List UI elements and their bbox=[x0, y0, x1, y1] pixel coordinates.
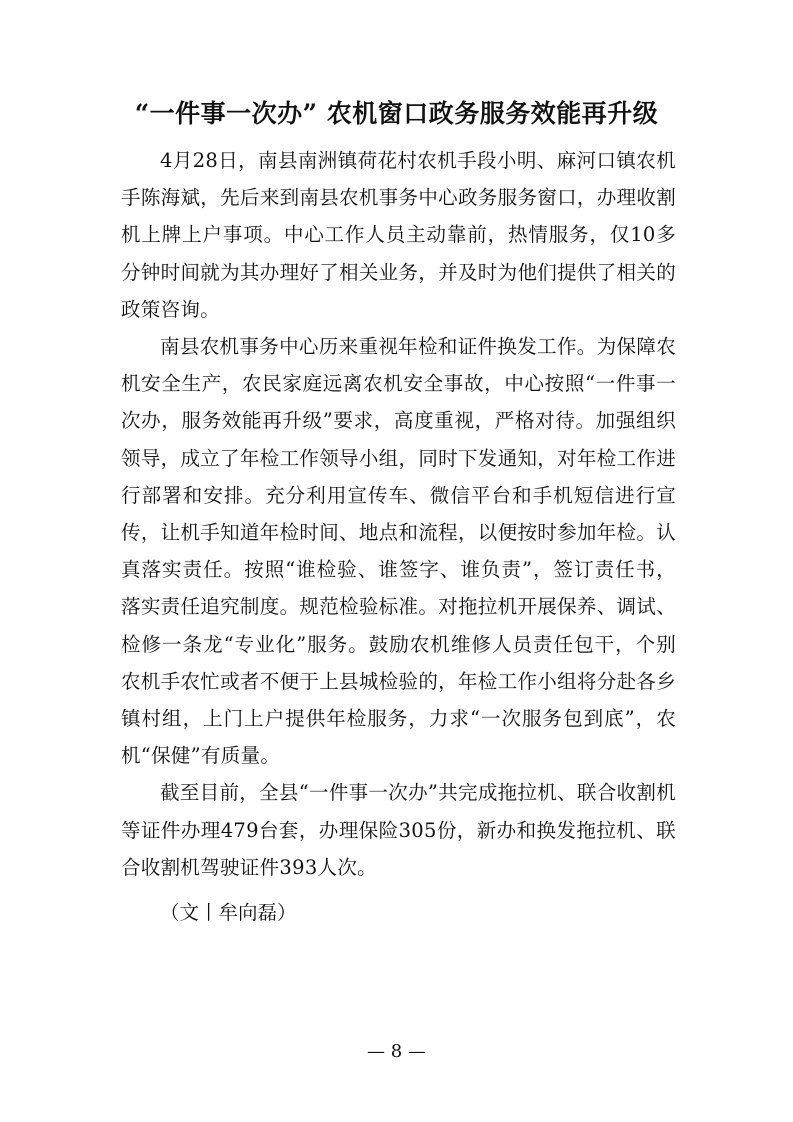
page-number: — 8 — bbox=[367, 1041, 426, 1062]
article-body bbox=[121, 142, 676, 931]
paragraph-3: 截至目前，全县“一件事一次办”共完成拖拉机、联合收割机等证件办理479台套，办理保险305份，新办和换发拖拉机、联合收割机驾驶证件393人次。 bbox=[121, 781, 676, 879]
paragraph-1: 4月28日，南县南洲镇荷花村农机手段小明、麻河口镇农机手陈海斌，先后来到南县农机事务中心政务服务窗口，办理收割机上牌上户事项。中心工作人员主动靠前，热情服务，仅10多分钟时间就为其办理好了相关业务，并及时为他们提供了相关的政策咨询。 bbox=[121, 149, 676, 321]
article-title: “一件事一次办” 农机窗口政务服务效能再升级 bbox=[134, 99, 659, 128]
author-credit: （文丨牟向磊） bbox=[160, 901, 297, 925]
paragraph-2: 南县农机事务中心历来重视年检和证件换发工作。为保障农机安全生产，农民家庭远离农机安全事故，中心按照“一件事一次办，服务效能再升级”要求，高度重视，严格对待。加强组织领导，成立了年检工作领导小组，同时下发通知，对年检工作进行部署和安排。充分利用宣传车、微信平台和手机短信进行宣传，让机手知道年检时间、地点和流程，以便按时参加年检。认真落实责任。按照“谁检验、谁签字、谁负责”，签订责任书，落实责任追究制度。规范检验标准。对拖拉机开展保养、调试、检修一条龙“专业化”服务。鼓励农机维修人员责任包干，个别农机手农忙或者不便于上县城检验的，年检工作小组将分赴各乡镇村组，上门上户提供年检服务，力求“一次服务包到底”，农机“保健”有质量。 bbox=[121, 335, 676, 768]
